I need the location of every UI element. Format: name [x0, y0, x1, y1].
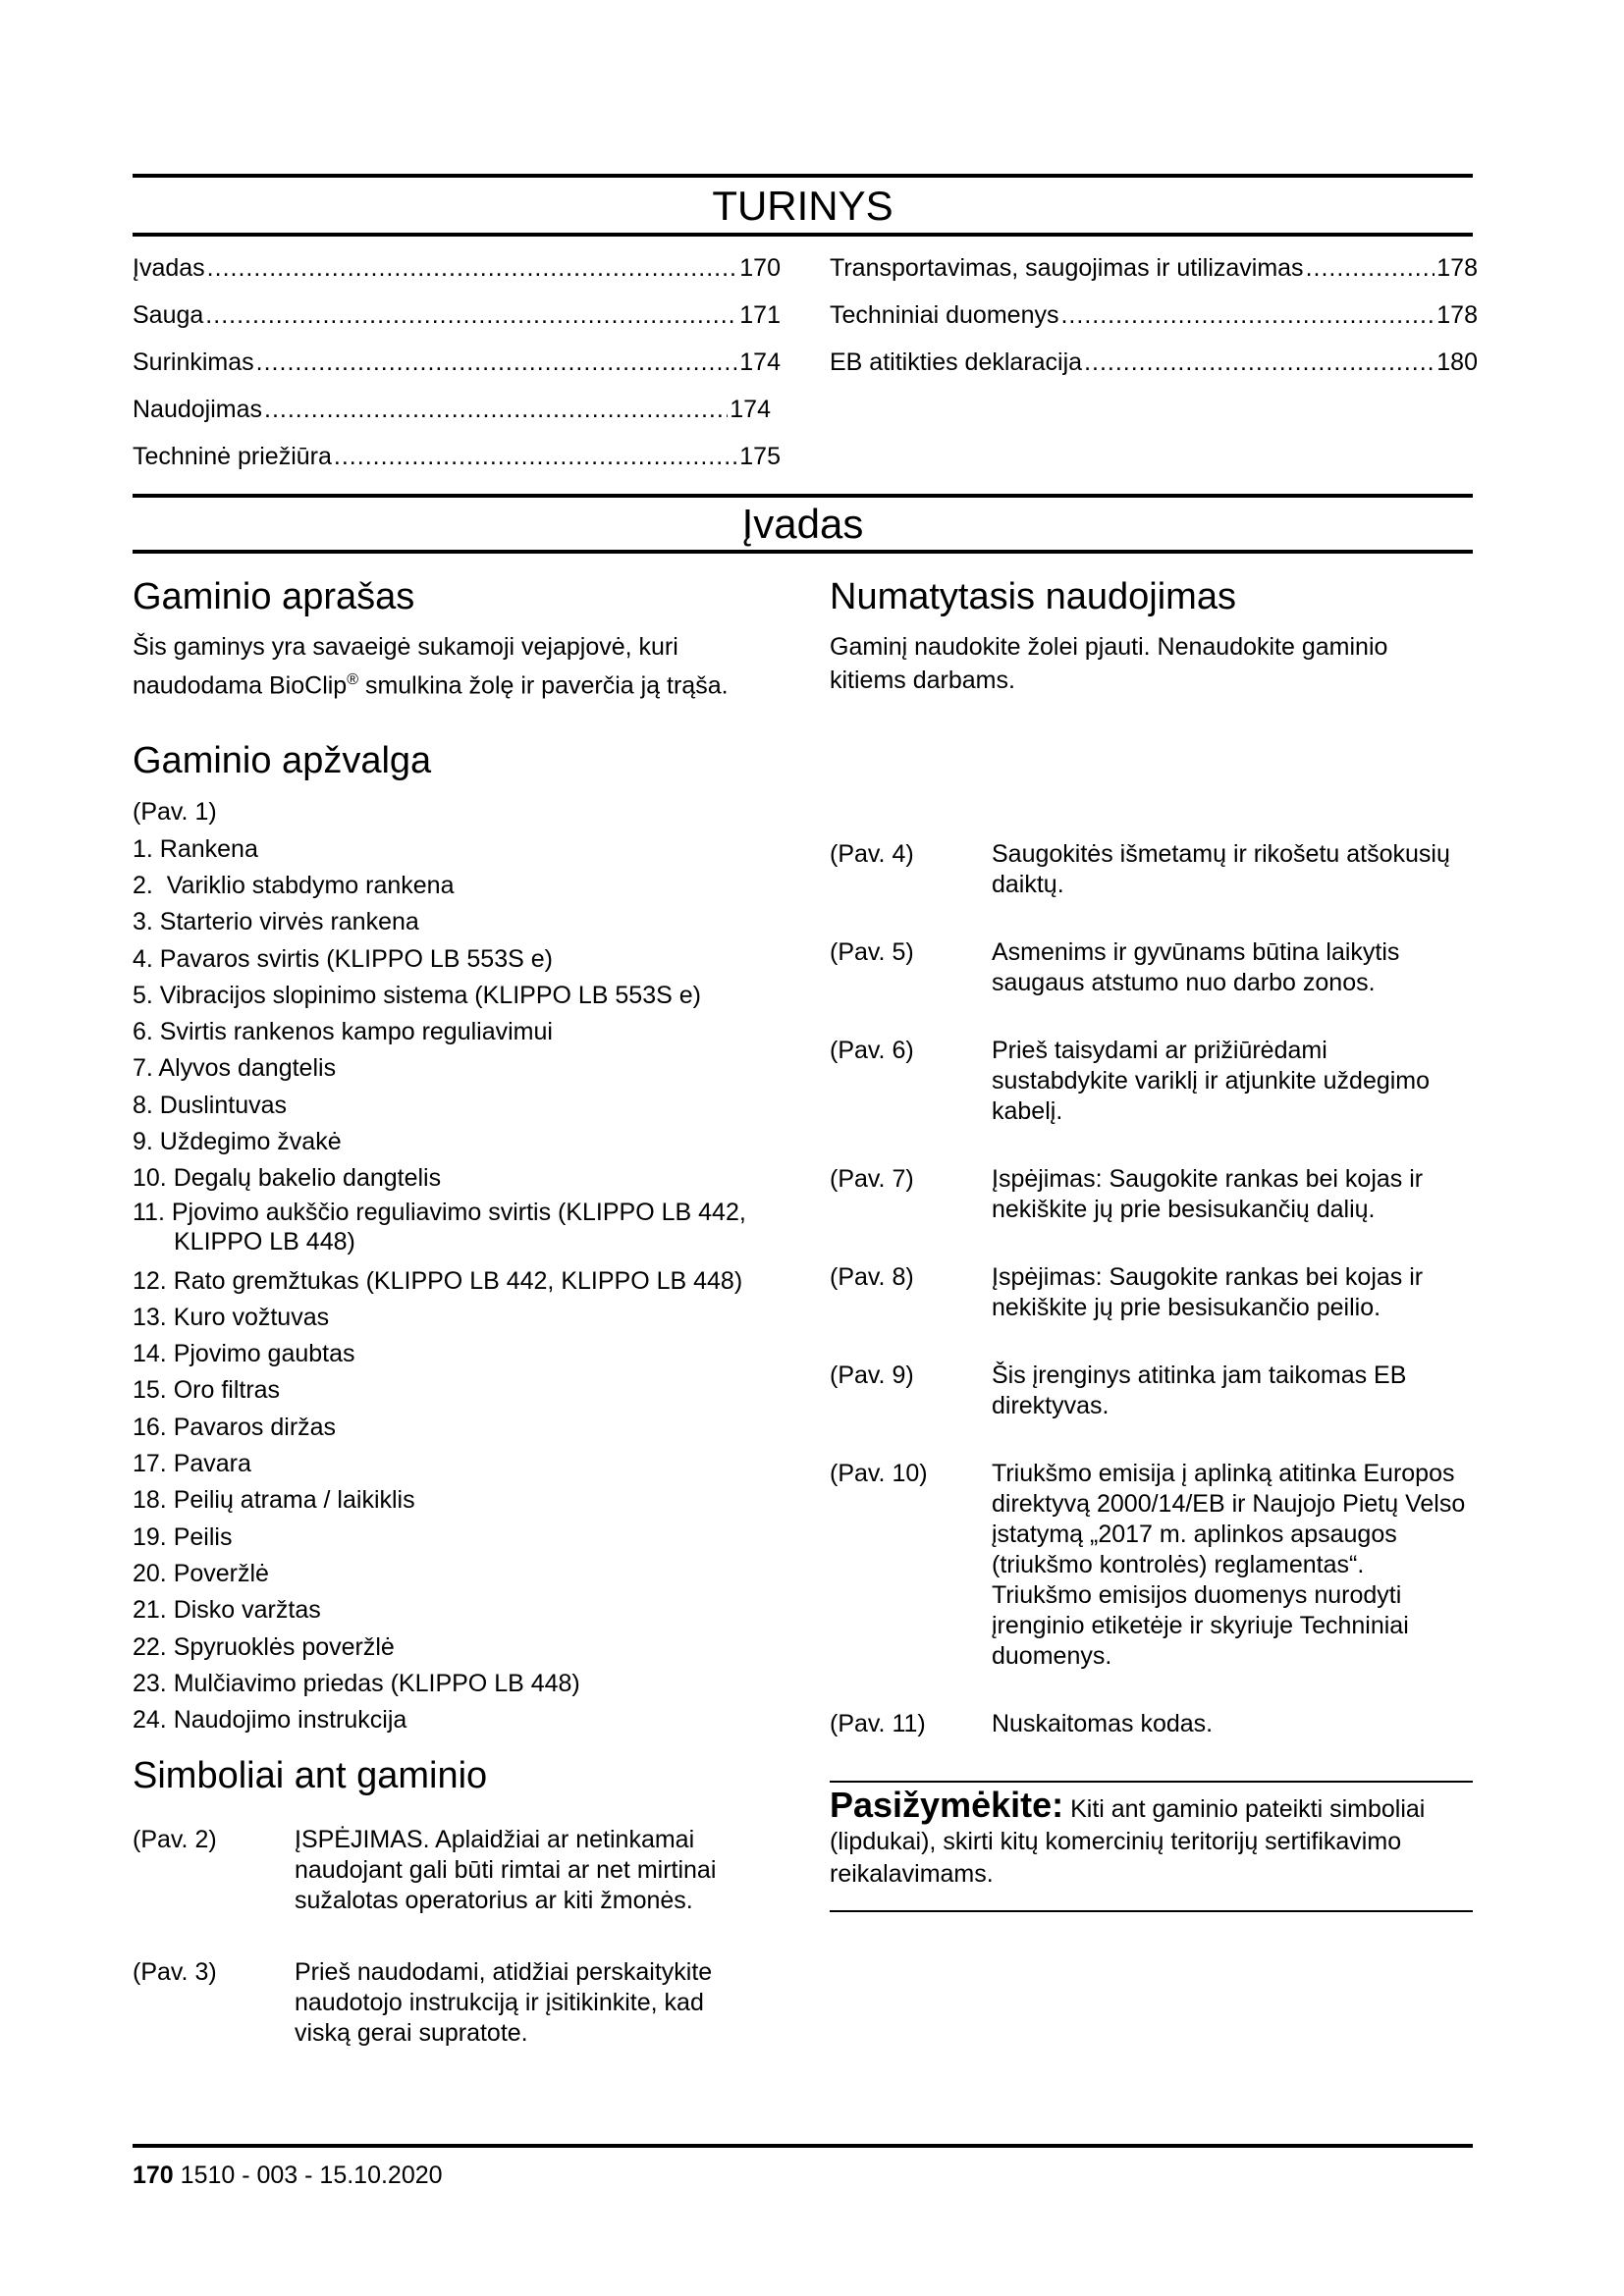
toc-entry[interactable]: Transportavimas, saugojimas ir utilizavimas ..... 178	[830, 244, 1478, 292]
intro-bottom-rule	[133, 550, 1473, 554]
intro-title: Įvadas	[741, 501, 864, 547]
list-item: 14. Pjovimo gaubtas	[133, 1340, 355, 1368]
symbol-row: (Pav. 5) Asmenims ir gyvūnams būtina laikytis saugaus atstumo nuo darbo zonos.	[830, 938, 1400, 996]
intro-top-rule	[133, 494, 1473, 498]
list-item: 18. Peilių atrama / laikiklis	[133, 1486, 415, 1515]
toc-entry[interactable]: EB atitikties deklaracija ..... 180	[830, 339, 1478, 386]
list-item: 10. Degalų bakelio dangtelis	[133, 1164, 442, 1193]
toc-entry[interactable]: Įvadas ..... 170	[133, 244, 781, 292]
intended-use-text: Gaminį naudokite žolei pjauti. Nenaudokite gaminio kitiems darbams.	[830, 633, 1388, 694]
symbol-row: (Pav. 7) Įspėjimas: Saugokite rankas bei kojas ir nekiškite jų prie besisukančių dalių.	[830, 1165, 1424, 1223]
toc-entry[interactable]: Surinkimas ..... 174	[133, 339, 781, 386]
doc-id: 1510 - 003 - 15.10.2020	[173, 2162, 443, 2189]
symbol-row: (Pav. 11) Nuskaitomas kodas.	[830, 1710, 1214, 1737]
toc-entry[interactable]: Techniniai duomenys ..... 178	[830, 292, 1478, 339]
list-item: 8. Duslintuvas	[133, 1091, 288, 1119]
list-item: 20. Poveržlė	[133, 1559, 269, 1587]
list-item: 22. Spyruoklės poveržlė	[133, 1632, 395, 1661]
toc-entry[interactable]: Techninė priežiūra ..... 175	[133, 433, 781, 480]
list-item: 5. Vibracijos slopinimo sistema (KLIPPO LB 553S e)	[133, 981, 701, 1009]
description-text: Šis gaminys yra savaeigė sukamoji vejapjovė, kuri naudodama BioClip® smulkina žolę ir paverčia ją trąša.	[133, 633, 729, 700]
page-footer	[133, 2162, 443, 2190]
list-item: 11. Pjovimo aukščio reguliavimo svirtis (KLIPPO LB 442, KLIPPO LB 448)	[133, 1198, 746, 1255]
toc-left-column	[133, 244, 781, 480]
list-item: 1. Rankena	[133, 834, 258, 863]
page-number: 170	[133, 2162, 174, 2189]
left-column	[133, 575, 800, 2049]
note-text: Kiti ant gaminio pateikti simboliai (lipdukai), skirti kitų komercinių teritorijų sertifikavimo reikalavimams.	[830, 1795, 1426, 1888]
overview-heading: Gaminio apžvalga	[133, 740, 432, 782]
list-item: 24. Naudojimo instrukcija	[133, 1706, 407, 1735]
symbol-row: (Pav. 3) Prieš naudodami, atidžiai perskaitykite naudotojo instrukciją ir įsitikinkite, kad viską gerai supratote.	[133, 1958, 713, 2048]
note-box	[830, 1785, 1448, 1891]
toc-entry[interactable]: Naudojimas ..... 174	[133, 386, 771, 433]
note-bottom-rule	[830, 1910, 1473, 1912]
note-label: Pasižymėkite:	[830, 1785, 1064, 1825]
symbol-row: (Pav. 10) Triukšmo emisija į aplinką atitinka Europos direktyvą 2000/14/EB ir Naujojo Pietų Velso įstatymą „2017 m. aplinkos apsaugos (triukšmo kontrolės) reglamentas“. Triukšmo emisijos duomenys nurodyti įrenginio etiketėje ir skyriuje Techniniai duomenys.	[830, 1460, 1466, 1670]
toc-right-column	[830, 244, 1478, 386]
list-item: 9. Uždegimo žvakė	[133, 1128, 342, 1155]
toc-top-rule	[133, 174, 1473, 178]
list-item: 16. Pavaros diržas	[133, 1413, 337, 1441]
list-item: 19. Peilis	[133, 1522, 233, 1551]
list-item: 12. Rato gremžtukas (KLIPPO LB 442, KLIPPO LB 448)	[133, 1266, 743, 1295]
list-item: 15. Oro filtras	[133, 1376, 281, 1405]
symbol-row: (Pav. 9) Šis įrenginys atitinka jam taikomas EB direktyvas.	[830, 1362, 1407, 1419]
toc-title: TURINYS	[712, 183, 893, 229]
list-item: 17. Pavara	[133, 1450, 251, 1478]
symbol-row: (Pav. 6) Prieš taisydami ar prižiūrėdami sustabdykite variklį ir atjunkite uždegimo kabelį.	[830, 1037, 1431, 1125]
overview-fig-ref: (Pav. 1)	[133, 798, 217, 827]
right-column	[830, 575, 1478, 697]
list-item: 4. Pavaros svirtis (KLIPPO LB 553S e)	[133, 944, 553, 973]
list-item: 3. Starterio virvės rankena	[133, 908, 419, 936]
toc-bottom-rule	[133, 233, 1473, 237]
intended-use-heading: Numatytasis naudojimas	[830, 576, 1236, 617]
note-top-rule	[830, 1781, 1473, 1783]
list-item: 6. Svirtis rankenos kampo reguliavimui	[133, 1018, 553, 1046]
description-heading: Gaminio aprašas	[133, 576, 415, 617]
symbols-heading: Simboliai ant gaminio	[133, 1755, 488, 1797]
list-item: 23. Mulčiavimo priedas (KLIPPO LB 448)	[133, 1669, 580, 1697]
toc-entry[interactable]: Sauga ..... 171	[133, 292, 781, 339]
footer-rule	[133, 2144, 1473, 2148]
overview-list	[133, 831, 800, 1739]
list-item: 13. Kuro vožtuvas	[133, 1303, 330, 1331]
list-item: 21. Disko varžtas	[133, 1596, 321, 1625]
symbol-row: (Pav. 2) ĮSPĖJIMAS. Aplaidžiai ar netinkamai naudojant gali būti rimtai ar net mirtinai sužalotas operatorius ar kiti žmonės.	[133, 1826, 717, 1915]
symbols-right-list	[830, 839, 1478, 1739]
symbol-row: (Pav. 4) Saugokitės išmetamų ir rikošetu atšokusių daiktų.	[830, 840, 1450, 898]
symbol-row: (Pav. 8) Įspėjimas: Saugokite rankas bei kojas ir nekiškite jų prie besisukančio peilio.	[830, 1263, 1424, 1321]
list-item: 7. Alyvos dangtelis	[133, 1054, 337, 1083]
list-item: 2. Variklio stabdymo rankena	[133, 871, 455, 899]
